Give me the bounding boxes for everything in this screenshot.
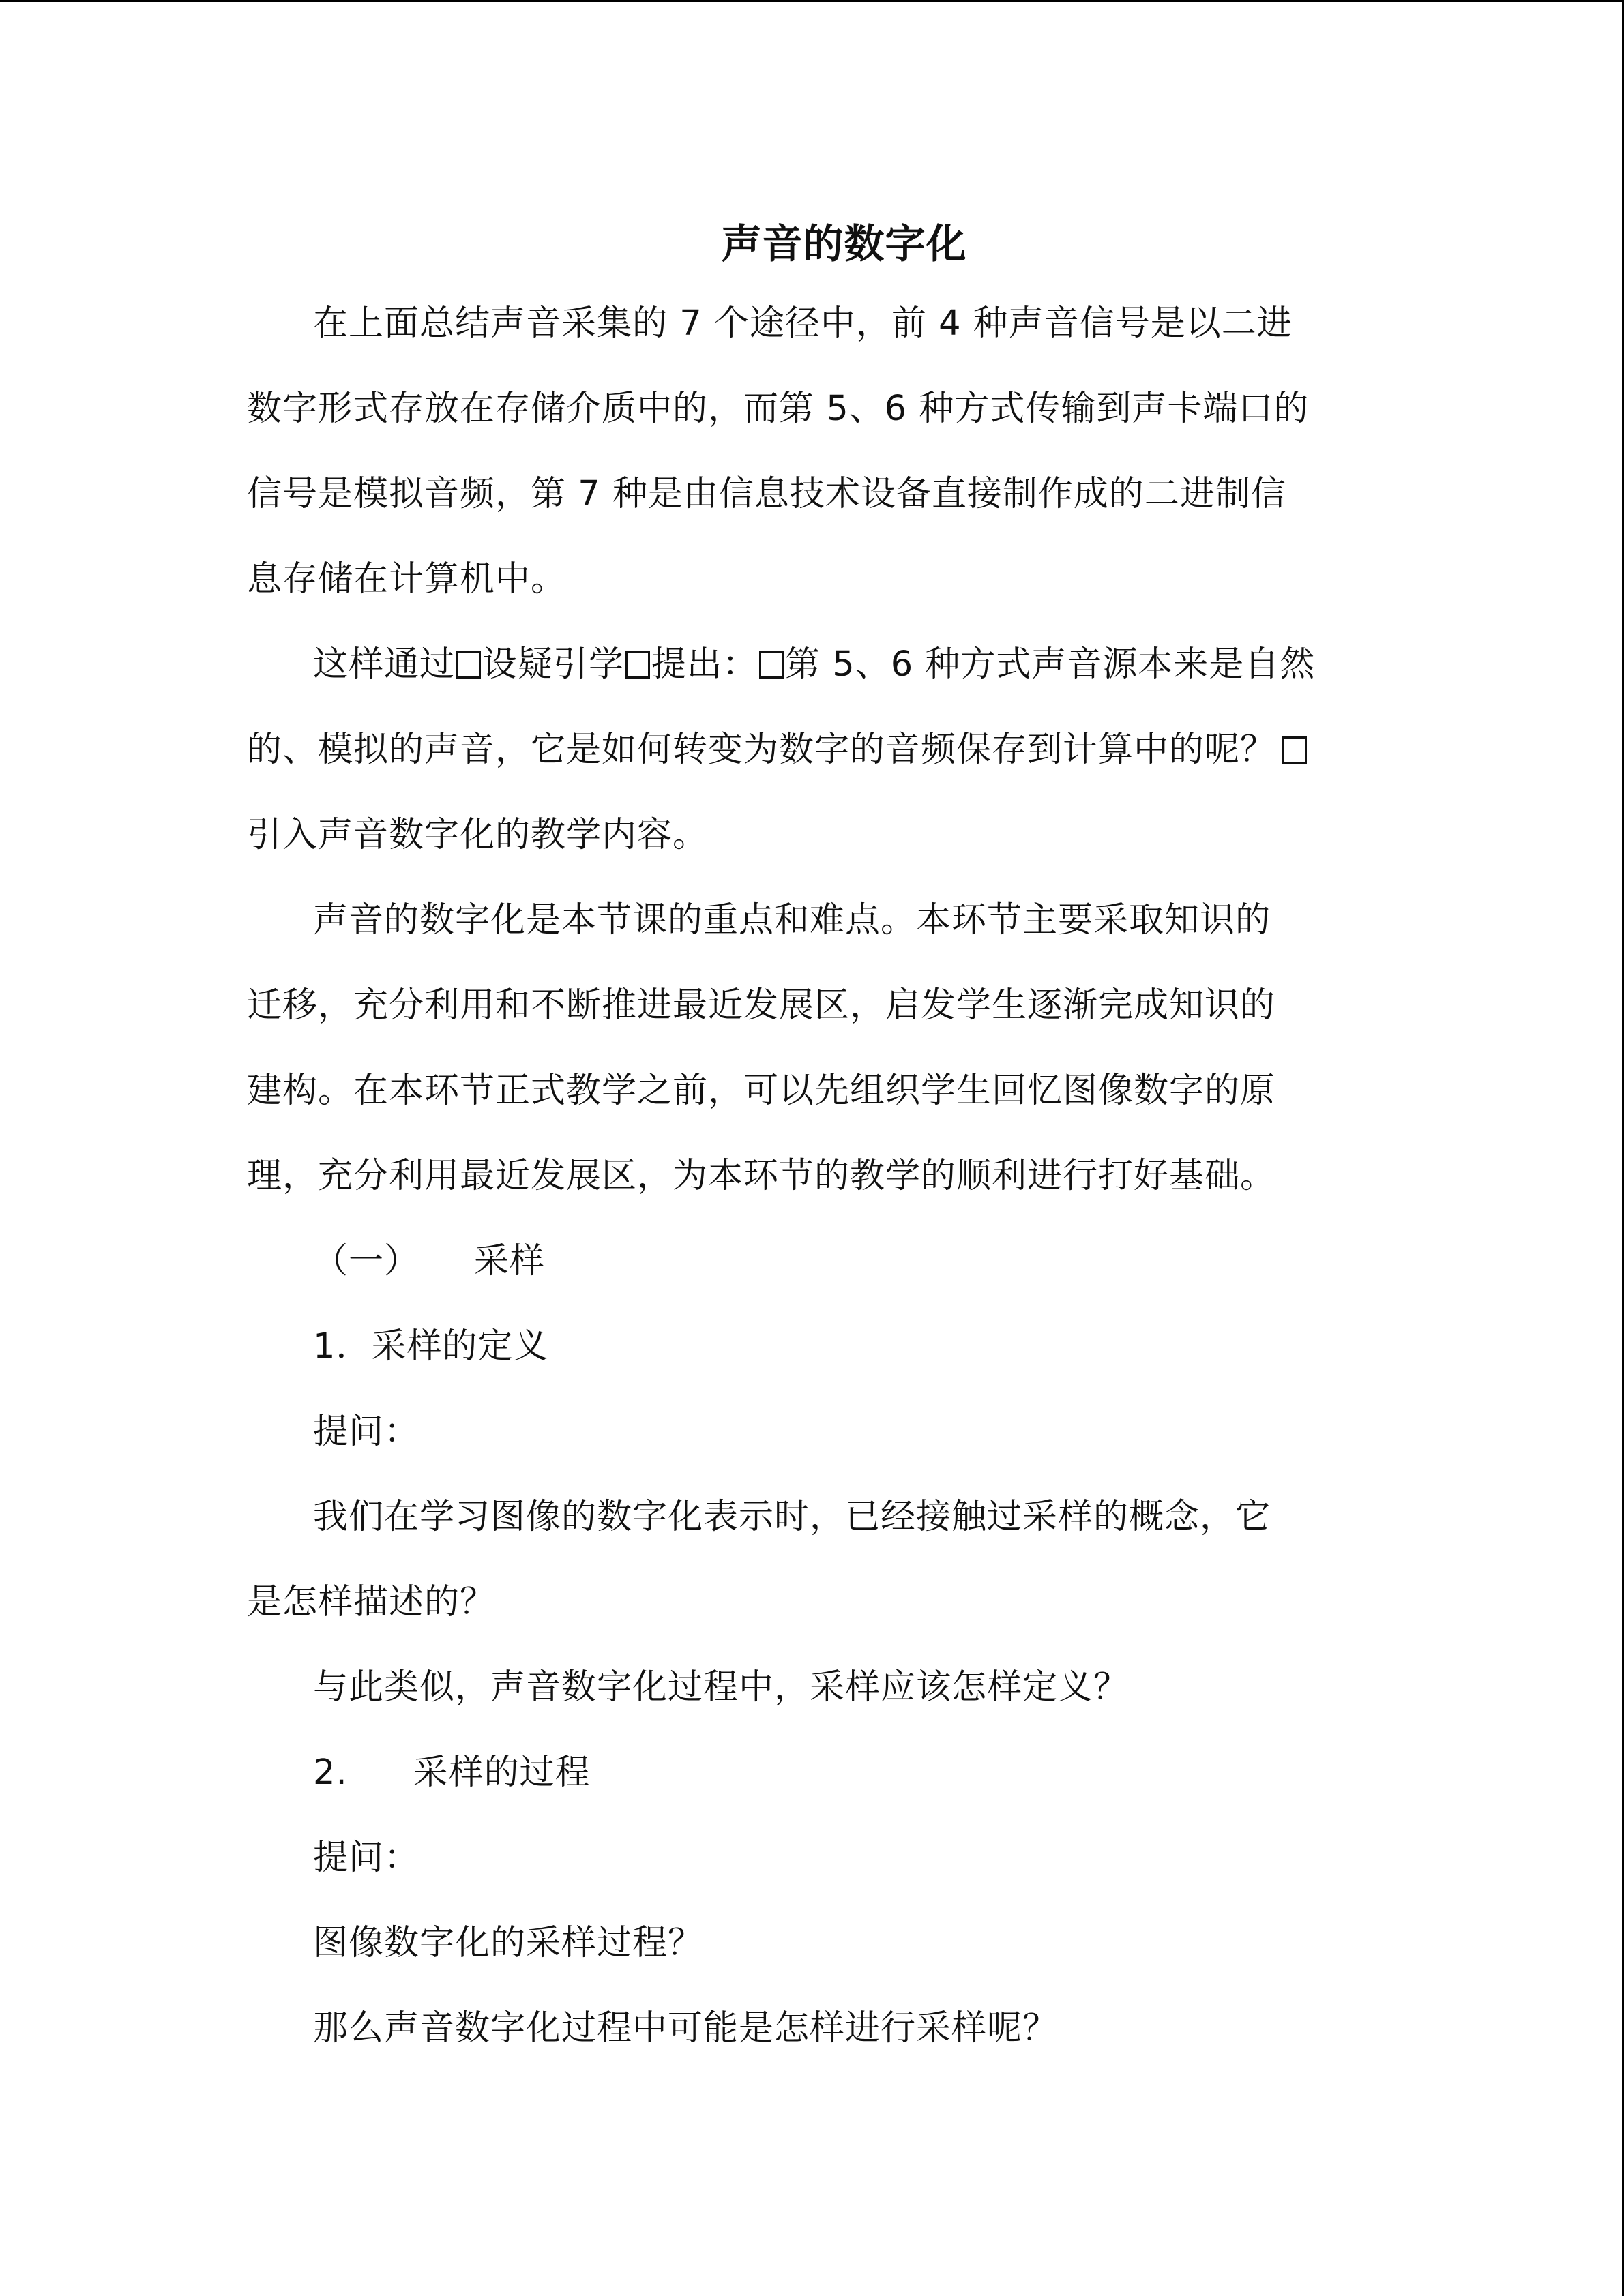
page-border-top: [0, 0, 1624, 2]
question-1-line-2: 是怎样描述的？: [247, 1582, 496, 1622]
section-label: 采样: [474, 1241, 546, 1281]
missing-glyph-box: [759, 651, 784, 679]
paragraph-1-line-2: 数字形式存放在存储介质中的，而第 5、6 种方式传输到声卡端口的: [247, 389, 1310, 429]
missing-glyph-box: [1282, 736, 1307, 764]
paragraph-2-text-d: 第 5、6 种方式声音源本来是自然: [785, 644, 1316, 685]
paragraph-2-line-1: [313, 641, 1315, 689]
missing-glyph-box: [625, 651, 650, 679]
paragraph-3-line-1: 声音的数字化是本节课的重点和难点。本环节主要采取知识的: [313, 900, 1271, 940]
item-2-heading: [313, 1749, 591, 1797]
item-1-heading: 1．采样的定义: [313, 1326, 549, 1367]
paragraph-2-line-2: [247, 726, 1308, 774]
paragraph-3-line-4: 理，充分利用最近发展区，为本环节的教学的顺利进行打好基础。: [247, 1156, 1276, 1196]
paragraph-2-text-e: 的、模拟的声音，它是如何转变为数字的音频保存到计算中的呢？: [247, 730, 1276, 770]
paragraph-2-line-3: 引入声音数字化的教学内容。: [247, 815, 709, 855]
paragraph-3-line-3: 建构。在本环节正式教学之前，可以先组织学生回忆图像数字的原: [247, 1071, 1276, 1111]
question-3: 图像数字化的采样过程？: [313, 1923, 704, 1963]
paragraph-2-text-a: 这样通过: [313, 644, 456, 685]
section-number: （一）: [313, 1241, 420, 1281]
question-1-line-1: 我们在学习图像的数字化表示时，已经接触过采样的概念，它: [313, 1497, 1271, 1537]
paragraph-2-text-b: 设疑引学: [482, 644, 625, 685]
missing-glyph-box: [456, 651, 481, 679]
item-2-number: 2.: [313, 1753, 348, 1793]
question-2: 与此类似，声音数字化过程中，采样应该怎样定义？: [313, 1667, 1130, 1708]
section-heading-sampling: [313, 1238, 545, 1285]
question-4: 那么声音数字化过程中可能是怎样进行采样呢？: [313, 2008, 1059, 2048]
paragraph-2-text-c: 提出：: [651, 644, 758, 685]
paragraph-3-line-2: 迁移，充分利用和不断推进最近发展区，启发学生逐渐完成知识的: [247, 985, 1276, 1026]
question-prompt-1: 提问：: [313, 1412, 420, 1452]
paragraph-1-line-1: 在上面总结声音采集的 7 个途径中，前 4 种声音信号是以二进: [313, 303, 1293, 344]
item-2-label: 采样的过程: [413, 1753, 591, 1793]
paragraph-1-line-4: 息存储在计算机中。: [247, 559, 567, 599]
question-prompt-2: 提问：: [313, 1838, 420, 1878]
document-title: 声音的数字化: [721, 220, 967, 267]
paragraph-1-line-3: 信号是模拟音频，第 7 种是由信息技术设备直接制作成的二进制信: [247, 474, 1286, 514]
